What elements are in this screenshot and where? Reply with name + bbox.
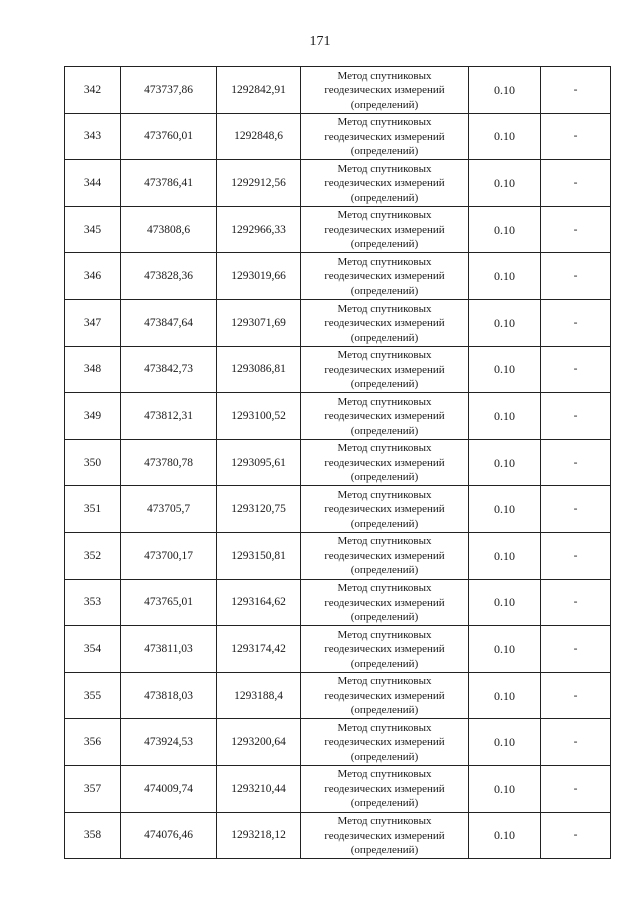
accuracy-cell: 0.10 (469, 346, 541, 393)
x-coordinate-cell: 473818,03 (121, 672, 217, 719)
point-number-cell: 354 (65, 626, 121, 673)
x-coordinate-cell: 473808,6 (121, 206, 217, 253)
method-cell (301, 439, 469, 486)
note-cell: - (541, 346, 611, 393)
table-row (65, 206, 611, 253)
accuracy-cell: 0.10 (469, 626, 541, 673)
table-row (65, 346, 611, 393)
method-cell (301, 626, 469, 673)
method-line: (определений) (350, 424, 419, 437)
method-line: геодезических измерений (324, 596, 445, 609)
method-line: геодезических измерений (324, 736, 445, 749)
note-cell: - (541, 812, 611, 859)
method-line: (определений) (350, 98, 419, 111)
note-cell: - (541, 532, 611, 579)
method-cell (301, 160, 469, 207)
accuracy-cell: 0.10 (469, 113, 541, 160)
table-row (65, 299, 611, 346)
method-line: (определений) (350, 378, 419, 391)
method-line: Метод спутниковых (337, 488, 432, 501)
accuracy-cell: 0.10 (469, 253, 541, 300)
method-line: геодезических измерений (324, 317, 445, 330)
method-line: (определений) (350, 517, 419, 530)
accuracy-cell: 0.10 (469, 206, 541, 253)
method-line: Метод спутниковых (337, 302, 432, 315)
method-line: Метод спутниковых (337, 349, 432, 362)
method-line: (определений) (350, 331, 419, 344)
accuracy-cell: 0.10 (469, 812, 541, 859)
method-cell (301, 67, 469, 114)
note-cell: - (541, 67, 611, 114)
x-coordinate-cell: 473737,86 (121, 67, 217, 114)
method-cell (301, 532, 469, 579)
table-row (65, 626, 611, 673)
method-line: (определений) (350, 611, 419, 624)
point-number-cell: 351 (65, 486, 121, 533)
x-coordinate-cell: 473924,53 (121, 719, 217, 766)
x-coordinate-cell: 473780,78 (121, 439, 217, 486)
method-line: Метод спутниковых (337, 442, 432, 455)
method-line: геодезических измерений (324, 643, 445, 656)
method-line: (определений) (350, 704, 419, 717)
method-line: геодезических измерений (324, 84, 445, 97)
note-cell: - (541, 393, 611, 440)
y-coordinate-cell: 1293071,69 (217, 299, 301, 346)
method-line: геодезических измерений (324, 689, 445, 702)
method-line: Метод спутниковых (337, 395, 432, 408)
point-number-cell: 358 (65, 812, 121, 859)
x-coordinate-cell: 473786,41 (121, 160, 217, 207)
method-line: (определений) (350, 284, 419, 297)
method-line: (определений) (350, 797, 419, 810)
x-coordinate-cell: 473828,36 (121, 253, 217, 300)
method-line: (определений) (350, 238, 419, 251)
y-coordinate-cell: 1292966,33 (217, 206, 301, 253)
method-cell (301, 253, 469, 300)
y-coordinate-cell: 1293086,81 (217, 346, 301, 393)
y-coordinate-cell: 1293218,12 (217, 812, 301, 859)
table-row (65, 532, 611, 579)
y-coordinate-cell: 1293188,4 (217, 672, 301, 719)
method-line: Метод спутниковых (337, 162, 432, 175)
method-line: Метод спутниковых (337, 69, 432, 82)
note-cell: - (541, 626, 611, 673)
x-coordinate-cell: 473700,17 (121, 532, 217, 579)
note-cell: - (541, 206, 611, 253)
accuracy-cell: 0.10 (469, 486, 541, 533)
method-line: геодезических измерений (324, 410, 445, 423)
x-coordinate-cell: 473842,73 (121, 346, 217, 393)
method-line: (определений) (350, 657, 419, 670)
point-number-cell: 342 (65, 67, 121, 114)
note-cell: - (541, 299, 611, 346)
x-coordinate-cell: 473847,64 (121, 299, 217, 346)
point-number-cell: 352 (65, 532, 121, 579)
accuracy-cell: 0.10 (469, 765, 541, 812)
note-cell: - (541, 672, 611, 719)
y-coordinate-cell: 1293164,62 (217, 579, 301, 626)
table-row (65, 160, 611, 207)
point-number-cell: 356 (65, 719, 121, 766)
method-line: геодезических измерений (324, 829, 445, 842)
method-line: геодезических измерений (324, 177, 445, 190)
point-number-cell: 344 (65, 160, 121, 207)
note-cell: - (541, 113, 611, 160)
accuracy-cell: 0.10 (469, 299, 541, 346)
note-cell: - (541, 719, 611, 766)
coordinates-table-body (65, 67, 611, 859)
accuracy-cell: 0.10 (469, 160, 541, 207)
accuracy-cell: 0.10 (469, 532, 541, 579)
x-coordinate-cell: 474009,74 (121, 765, 217, 812)
method-line: геодезических измерений (324, 503, 445, 516)
method-line: (определений) (350, 564, 419, 577)
accuracy-cell: 0.10 (469, 393, 541, 440)
table-row (65, 253, 611, 300)
method-cell (301, 672, 469, 719)
y-coordinate-cell: 1293150,81 (217, 532, 301, 579)
method-line: геодезических измерений (324, 363, 445, 376)
method-cell (301, 812, 469, 859)
note-cell: - (541, 486, 611, 533)
note-cell: - (541, 253, 611, 300)
table-row (65, 67, 611, 114)
note-cell: - (541, 160, 611, 207)
method-line: (определений) (350, 471, 419, 484)
method-line: Метод спутниковых (337, 209, 432, 222)
method-line: Метод спутниковых (337, 582, 432, 595)
table-row (65, 393, 611, 440)
x-coordinate-cell: 473705,7 (121, 486, 217, 533)
point-number-cell: 343 (65, 113, 121, 160)
method-cell (301, 765, 469, 812)
y-coordinate-cell: 1293019,66 (217, 253, 301, 300)
method-line: геодезических измерений (324, 223, 445, 236)
x-coordinate-cell: 473812,31 (121, 393, 217, 440)
accuracy-cell: 0.10 (469, 439, 541, 486)
accuracy-cell: 0.10 (469, 719, 541, 766)
method-line: геодезических измерений (324, 130, 445, 143)
table-row (65, 672, 611, 719)
point-number-cell: 346 (65, 253, 121, 300)
x-coordinate-cell: 473760,01 (121, 113, 217, 160)
note-cell: - (541, 439, 611, 486)
method-cell (301, 719, 469, 766)
y-coordinate-cell: 1293120,75 (217, 486, 301, 533)
method-line: Метод спутниковых (337, 535, 432, 548)
method-line: геодезических измерений (324, 456, 445, 469)
method-line: Метод спутниковых (337, 815, 432, 828)
note-cell: - (541, 579, 611, 626)
table-row (65, 719, 611, 766)
x-coordinate-cell: 474076,46 (121, 812, 217, 859)
table-row (65, 579, 611, 626)
accuracy-cell: 0.10 (469, 672, 541, 719)
method-cell (301, 486, 469, 533)
y-coordinate-cell: 1293200,64 (217, 719, 301, 766)
method-cell (301, 299, 469, 346)
y-coordinate-cell: 1293100,52 (217, 393, 301, 440)
point-number-cell: 348 (65, 346, 121, 393)
accuracy-cell: 0.10 (469, 67, 541, 114)
method-line: Метод спутниковых (337, 628, 432, 641)
x-coordinate-cell: 473811,03 (121, 626, 217, 673)
method-line: (определений) (350, 844, 419, 857)
point-number-cell: 355 (65, 672, 121, 719)
method-line: (определений) (350, 145, 419, 158)
x-coordinate-cell: 473765,01 (121, 579, 217, 626)
y-coordinate-cell: 1292842,91 (217, 67, 301, 114)
method-cell (301, 579, 469, 626)
table-row (65, 113, 611, 160)
method-line: (определений) (350, 191, 419, 204)
point-number-cell: 347 (65, 299, 121, 346)
page-number: 171 (309, 34, 331, 49)
table-row (65, 486, 611, 533)
point-number-cell: 350 (65, 439, 121, 486)
y-coordinate-cell: 1293095,61 (217, 439, 301, 486)
table-row (65, 765, 611, 812)
y-coordinate-cell: 1293174,42 (217, 626, 301, 673)
method-line: Метод спутниковых (337, 721, 432, 734)
accuracy-cell: 0.10 (469, 579, 541, 626)
method-line: Метод спутниковых (337, 768, 432, 781)
method-line: (определений) (350, 750, 419, 763)
method-line: геодезических измерений (324, 270, 445, 283)
method-line: геодезических измерений (324, 782, 445, 795)
method-cell (301, 346, 469, 393)
method-cell (301, 393, 469, 440)
method-line: Метод спутниковых (337, 675, 432, 688)
method-cell (301, 113, 469, 160)
method-line: геодезических измерений (324, 549, 445, 562)
y-coordinate-cell: 1292912,56 (217, 160, 301, 207)
point-number-cell: 345 (65, 206, 121, 253)
method-line: Метод спутниковых (337, 255, 432, 268)
table-row (65, 812, 611, 859)
coordinates-table (64, 66, 611, 859)
point-number-cell: 357 (65, 765, 121, 812)
y-coordinate-cell: 1293210,44 (217, 765, 301, 812)
method-line: Метод спутниковых (337, 116, 432, 129)
method-cell (301, 206, 469, 253)
point-number-cell: 349 (65, 393, 121, 440)
table-row (65, 439, 611, 486)
point-number-cell: 353 (65, 579, 121, 626)
note-cell: - (541, 765, 611, 812)
y-coordinate-cell: 1292848,6 (217, 113, 301, 160)
